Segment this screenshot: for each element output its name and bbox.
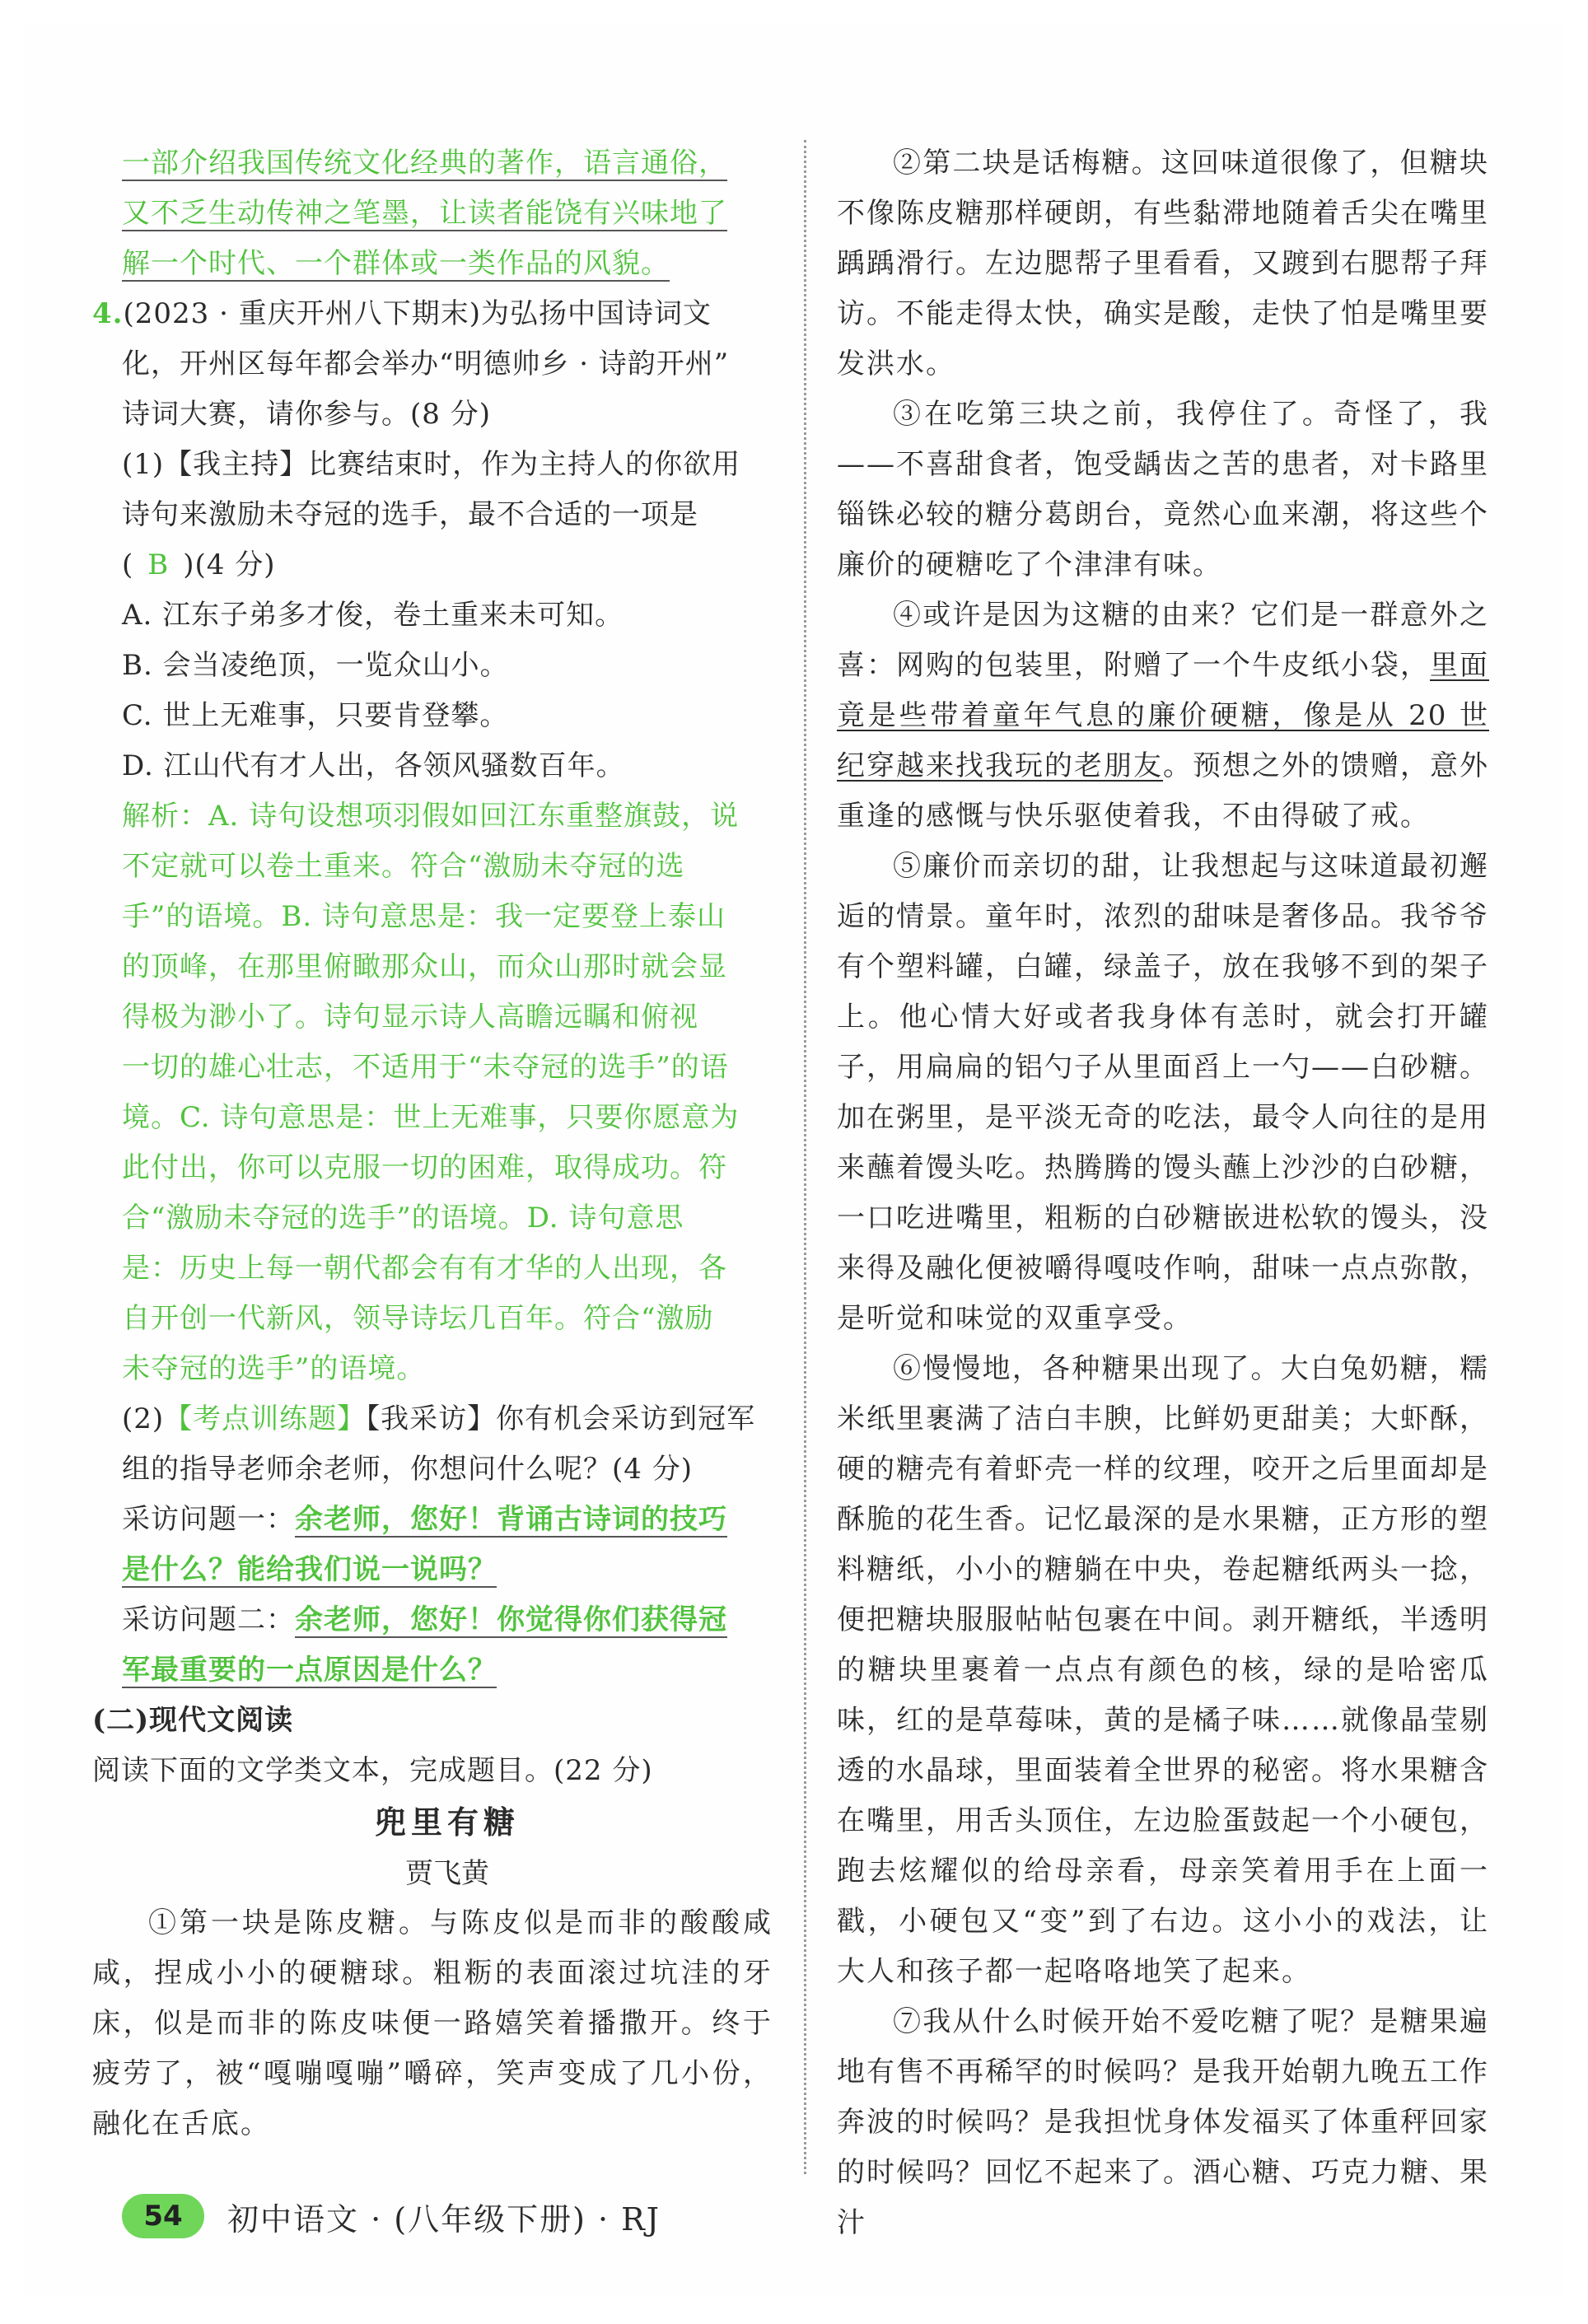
interview-answer: 余老师，您好！背诵古诗词的技巧 xyxy=(295,1503,727,1536)
right-column xyxy=(837,138,1489,2248)
analysis-line: 是：历史上每一朝代都会有有才华的人出现，各 xyxy=(122,1252,727,1285)
left-column xyxy=(92,138,773,2149)
page-number: 54 xyxy=(122,2194,204,2238)
answer-choice: B xyxy=(147,548,170,581)
interview-question-2: 军最重要的一点原因是什么？ xyxy=(122,1654,497,1687)
subquestion-1: (1)【我主持】比赛结束时，作为主持人的你欲用 xyxy=(122,448,741,481)
subquestion-2: 组的指导老师余老师，你想问什么呢？(4 分) xyxy=(122,1453,693,1486)
question-4-stem: 4.(2023 · 重庆开州八下期末)为弘扬中国诗词文 xyxy=(92,297,712,330)
analysis-line: 一切的雄心壮志，不适用于“未夺冠的选手”的语 xyxy=(122,1051,729,1084)
answer-line: 解一个时代、一个群体或一类作品的风貌。 xyxy=(122,247,670,280)
page-footer xyxy=(122,2187,661,2245)
subquestion-2: (2)【考点训练题】【我采访】你有机会采访到冠军 xyxy=(122,1402,756,1435)
interview-question-1: 采访问题一：余老师，您好！背诵古诗词的技巧 xyxy=(122,1503,727,1536)
book-title: 初中语文 · (八年级下册) · RJ xyxy=(227,2200,661,2238)
analysis-line: 境。C. 诗句意思是：世上无难事，只要你愿意为 xyxy=(122,1101,740,1134)
paragraph-7: ⑦我从什么时候开始不爱吃糖了呢？是糖果遍地有售不再稀罕的时候吗？是我开始朝九晚五工作奔波的时候吗？是我担忧身体发福买了体重秤回家的时候吗？回忆不起来了。酒心糖、巧克力糖、果汁 xyxy=(837,2005,1489,2239)
article-author: 贾飞黄 xyxy=(405,1857,489,1890)
section-title: (二)现代文阅读 xyxy=(92,1704,294,1737)
analysis-line: 自开创一代新风，领导诗坛几百年。符合“激励 xyxy=(122,1302,714,1335)
question-4-stem: 诗词大赛，请你参与。(8 分) xyxy=(122,398,491,431)
option-d: D. 江山代有才人出，各领风骚数百年。 xyxy=(122,749,625,782)
section-instruction: 阅读下面的文学类文本，完成题目。(22 分) xyxy=(92,1754,653,1787)
analysis-line: 不定就可以卷土重来。符合“激励未夺冠的选 xyxy=(122,850,685,883)
question-number: 4. xyxy=(92,297,124,330)
interview-answer: 余老师，您好！你觉得你们获得冠 xyxy=(295,1603,727,1636)
question-4-stem: 化，开州区每年都会举办“明德帅乡 · 诗韵开州” xyxy=(122,348,730,380)
analysis-line: 未夺冠的选手”的语境。 xyxy=(122,1352,426,1385)
subquestion-1: 诗句来激励未夺冠的选手，最不合适的一项是 xyxy=(122,498,698,531)
answer-line: 又不乏生动传神之笔墨，让读者能饶有兴味地了 xyxy=(122,197,727,230)
interview-question-2: 采访问题二：余老师，您好！你觉得你们获得冠 xyxy=(122,1603,727,1636)
paragraph-3: ③在吃第三块之前，我停住了。奇怪了，我——不喜甜食者，饱受龋齿之苦的患者，对卡路里锱铢必较的糖分葛朗台，竟然心血来潮，将这些个廉价的硬糖吃了个津津有味。 xyxy=(837,398,1489,581)
underlined-sentence: 里面竟是些带着童年气息的廉价硬糖，像是从 20 世纪穿越来找我玩的老朋友 xyxy=(837,649,1489,782)
paragraph-1: ①第一块是陈皮糖。与陈皮似是而非的酸酸咸咸，捏成小小的硬糖球。粗粝的表面滚过坑洼的牙床，似是而非的陈皮味便一路嬉笑着播撒开。终于疲劳了，被“嘎嘣嘎嘣”嚼碎，笑声变成了几小份，融化在舌底。 xyxy=(92,1906,773,2140)
analysis-line: 合“激励未夺冠的选手”的语境。D. 诗句意思 xyxy=(122,1202,684,1234)
interview-question-1: 是什么？能给我们说一说吗？ xyxy=(122,1553,497,1586)
analysis-line: 的顶峰，在那里俯瞰那众山，而众山那时就会显 xyxy=(122,950,727,983)
paragraph-4: ④或许是因为这糖的由来？它们是一群意外之喜：网购的包装里，附赠了一个牛皮纸小袋，里面竟是些带着童年气息的廉价硬糖，像是从 20 世纪穿越来找我玩的老朋友。预想之外的馈赠，意外重逢的感慨与快乐驱使着我，不由得破了戒。 xyxy=(837,599,1489,833)
answer-line: 一部介绍我国传统文化经典的著作，语言通俗， xyxy=(122,147,727,180)
analysis-line: 得极为渺小了。诗句显示诗人高瞻远瞩和俯视 xyxy=(122,1001,698,1034)
paragraph-5: ⑤廉价而亲切的甜，让我想起与这味道最初邂逅的情景。童年时，浓烈的甜味是奢侈品。我爷爷有个塑料罐，白罐，绿盖子，放在我够不到的架子上。他心情大好或者我身体有恙时，就会打开罐子，用扁扁的铝勺子从里面舀上一勺——白砂糖。加在粥里，是平淡无奇的吃法，最令人向往的是用来蘸着馒头吃。热腾腾的馒头蘸上沙沙的白砂糖，一口吃进嘴里，粗粝的白砂糖嵌进松软的馒头，没来得及融化便被嚼得嘎吱作响，甜味一点点弥散，是听觉和味觉的双重享受。 xyxy=(837,850,1489,1335)
subquestion-1-answer: ( B )(4 分) xyxy=(122,540,773,590)
option-b: B. 会当凌绝顶，一览众山小。 xyxy=(122,649,509,682)
column-divider xyxy=(804,140,806,2174)
paragraph-2: ②第二块是话梅糖。这回味道很像了，但糖块不像陈皮糖那样硬朗，有些黏滞地随着舌尖在嘴里踽踽滑行。左边腮帮子里看看，又踱到右腮帮子拜访。不能走得太快，确实是酸，走快了怕是嘴里要发洪水。 xyxy=(837,147,1489,380)
exam-tag: 【考点训练题】 xyxy=(164,1402,367,1435)
analysis-line: 解析：A. 诗句设想项羽假如回江东重整旗鼓，说 xyxy=(122,800,740,833)
option-a: A. 江东子弟多才俊，卷土重来未可知。 xyxy=(122,599,624,632)
option-c: C. 世上无难事，只要肯登攀。 xyxy=(122,699,509,732)
article-title: 兜里有糖 xyxy=(374,1804,520,1841)
paragraph-6: ⑥慢慢地，各种糖果出现了。大白兔奶糖，糯米纸里裹满了洁白丰腴，比鲜奶更甜美；大虾酥，硬的糖壳有着虾壳一样的纹理，咬开之后里面却是酥脆的花生香。记忆最深的是水果糖，正方形的塑料糖纸，小小的糖躺在中央，卷起糖纸两头一捻，便把糖块服服帖帖包裹在中间。剥开糖纸，半透明的糖块里裹着一点点有颜色的核，绿的是哈密瓜味，红的是草莓味，黄的是橘子味……就像晶莹剔透的水晶球，里面装着全世界的秘密。将水果糖含在嘴里，用舌头顶住，左边脸蛋鼓起一个小硬包，跑去炫耀似的给母亲看，母亲笑着用手在上面一戳，小硬包又“变”到了右边。这小小的戏法，让大人和孩子都一起咯咯地笑了起来。 xyxy=(837,1352,1489,1988)
analysis-line: 此付出，你可以克服一切的困难，取得成功。符 xyxy=(122,1151,727,1184)
analysis-line: 手”的语境。B. 诗句意思是：我一定要登上泰山 xyxy=(122,900,726,933)
